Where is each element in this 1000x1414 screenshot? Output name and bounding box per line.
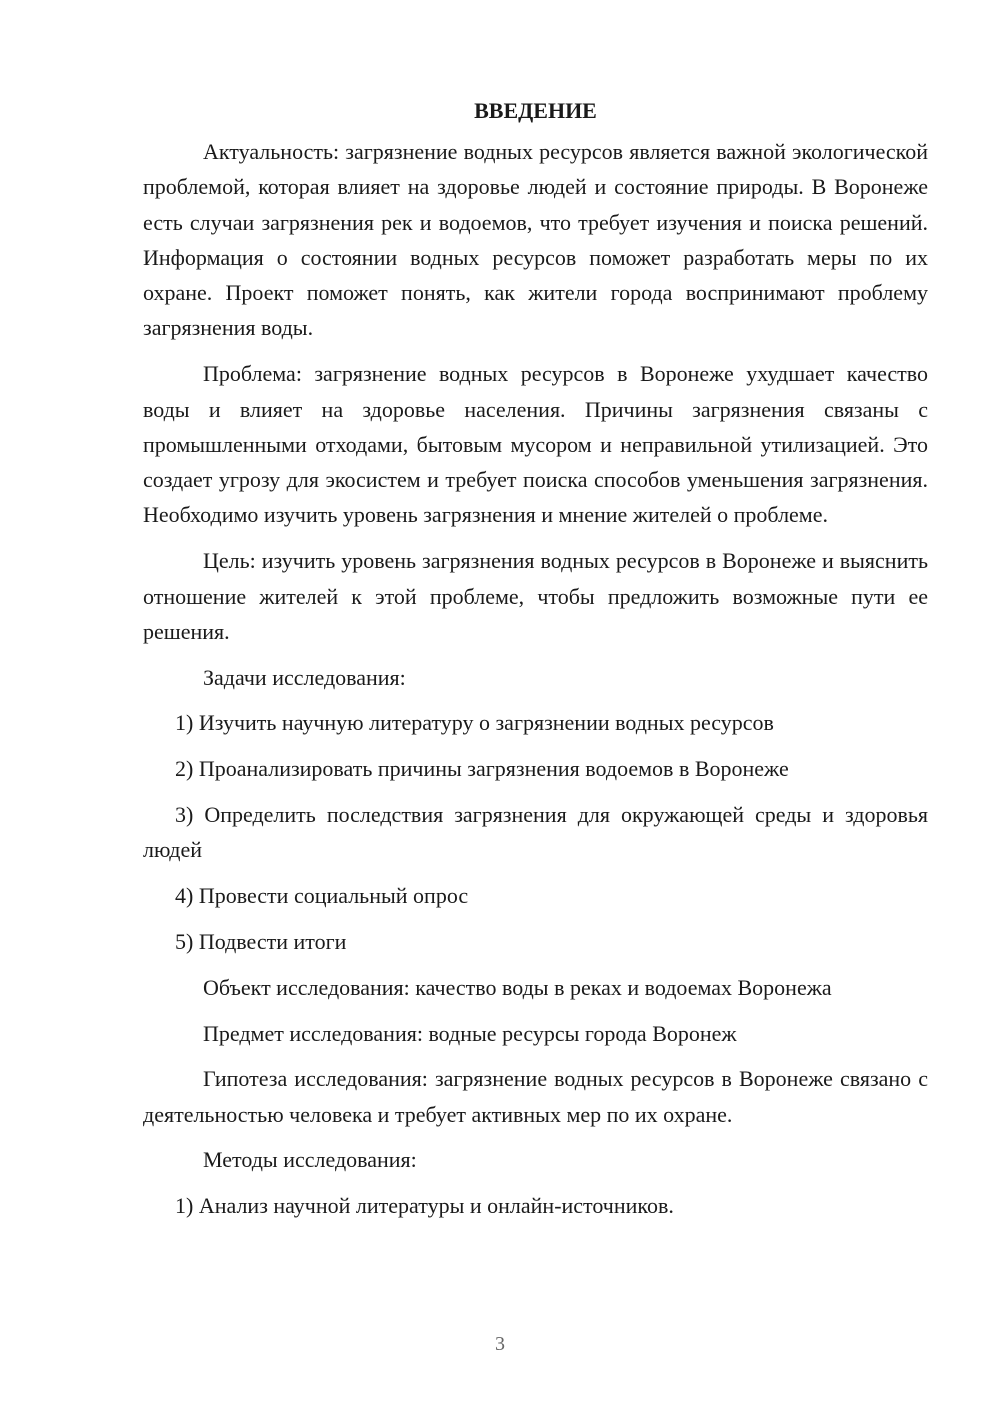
task-item-4: 4) Провести социальный опрос — [175, 883, 469, 909]
paragraph-problem: Проблема: загрязнение водных ресурсов в Воронеже ухудшает качество воды и влияет на здоровье населения. Причины загрязнения связаны с промышленными отходами, бытовым мусором и неправильной утилизацией. Это создает угрозу для экосистем и требует поиска способов уменьшения загрязнения. Необходимо изучить уровень загрязнения и мнение жителей о проблеме. — [143, 361, 928, 528]
task-item-5: 5) Подвести итоги — [175, 928, 347, 954]
task-item-3: 3) Определить последствия загрязнения для окружающей среды и здоровья людей — [143, 802, 928, 863]
task-item-1: 1) Изучить научную литературу о загрязнении водных ресурсов — [175, 710, 774, 736]
research-subject: Предмет исследования: водные ресурсы города Воронеж — [203, 1020, 737, 1046]
paragraph-goal: Цель: изучить уровень загрязнения водных ресурсов в Воронеже и выяснить отношение жителей к этой проблеме, чтобы предложить возможные пути ее решения. — [143, 548, 928, 644]
method-item-1: 1) Анализ научной литературы и онлайн-источников. — [175, 1193, 674, 1219]
paragraph-relevance: Актуальность: загрязнение водных ресурсов является важной экологической проблемой, которая влияет на здоровье людей и состояние природы. В Воронеже есть случаи загрязнения рек и водоемов, что требует изучения и поиска решений. Информация о состоянии водных ресурсов поможет разработать меры по их охране. Проект поможет понять, как жители города воспринимают проблему загрязнения воды. — [143, 139, 928, 341]
document-page — [143, 96, 928, 1234]
task-item-2: 2) Проанализировать причины загрязнения водоемов в Воронеже — [175, 756, 789, 782]
research-object: Объект исследования: качество воды в реках и водоемах Воронежа — [203, 974, 832, 1000]
page-title: ВВЕДЕНИЕ — [474, 98, 597, 123]
page-number: 3 — [495, 1333, 505, 1355]
methods-heading: Методы исследования: — [203, 1147, 417, 1173]
tasks-heading: Задачи исследования: — [203, 664, 406, 690]
research-hypothesis: Гипотеза исследования: загрязнение водных ресурсов в Воронеже связано с деятельностью человека и требует активных мер по их охране. — [143, 1066, 928, 1127]
